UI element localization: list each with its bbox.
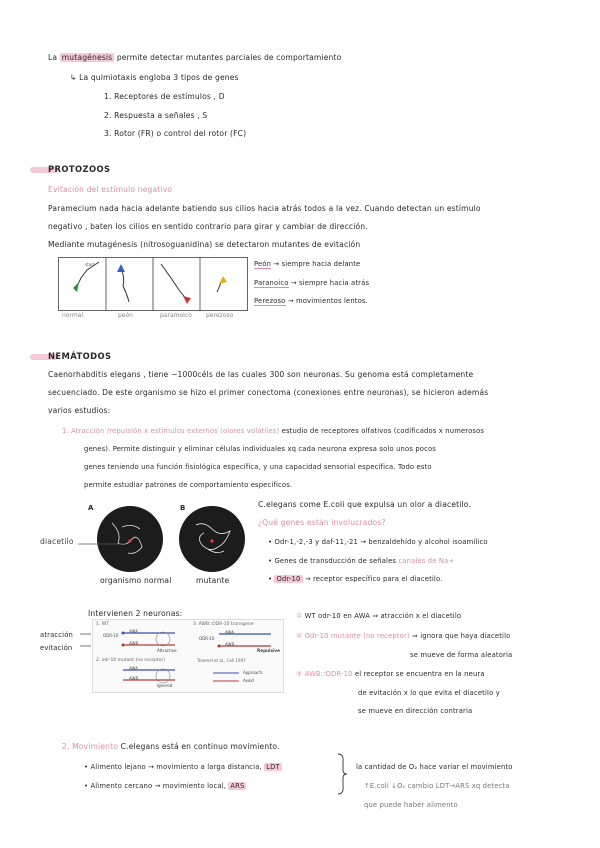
mutant-peon-desc: → siempre hacia delante	[273, 260, 361, 268]
observation-3	[296, 669, 485, 679]
diag-awb-odr10: 3. AWB::ODR-10 transgene	[193, 622, 254, 627]
observation-2-post: ⇒ ignora que haya diacetilo	[409, 632, 511, 640]
intro-item-3: 3. Rotor (FR) o control del rotor (FC)	[104, 129, 247, 138]
observation-3-pink: AWB::ODR-10	[304, 670, 353, 678]
petri-plates	[92, 503, 252, 575]
genes-bullet-1	[268, 537, 488, 547]
mutant-peon-name: Peón	[254, 260, 272, 268]
label-arrows	[80, 630, 92, 652]
mutant-peon	[254, 259, 360, 269]
protozoos-para-1: Paramecium nada hacia adelante batiendo sus cilios hacia atrás todos a la vez. Cuando detectan un estímulo	[48, 204, 481, 213]
study-2-number: 2.	[62, 742, 73, 751]
observation-3-number: ③	[296, 670, 303, 678]
genes-bullet-2	[268, 556, 454, 566]
paramecium-figure-svg	[59, 258, 247, 310]
mutant-perezoso-name: Perezoso	[254, 297, 286, 305]
diag-odr10-1: ODR-10	[103, 633, 119, 638]
nematodos-para-2: secuenciado. De este organismo se hizo el primer conectoma (conexiones entre neuronas), se hicieron además	[48, 388, 489, 397]
protozoos-heading: PROTOZOOS	[48, 164, 111, 174]
diag-odr10-mutant: 2. odr-10 mutant (no receptor)	[96, 658, 166, 663]
diag-ignored: Ignored	[157, 683, 173, 688]
elegans-line-1: C.elegans come E.coli que expulsa un olor a diacetilo.	[258, 500, 472, 509]
genes-bullet-3-highlight: Odr-10	[276, 575, 301, 583]
diag-avoid: Avoid	[243, 678, 254, 683]
neuron-diagram-svg	[93, 620, 283, 692]
study-1-line-3: genes teniendo una función fisiológica específica, y una capacidad sensorial específica. Todo esto	[84, 463, 432, 471]
observation-2	[296, 631, 510, 641]
mutant-paranoico-name: Paranoico	[254, 279, 289, 287]
study-1-line-1-post: estudio de receptores olfativos (codificados x numerosos	[279, 427, 485, 435]
protozoos-subtitle: Evitación del estímulo negativo	[48, 185, 173, 194]
figure-label-paranoico: paramoico	[160, 312, 192, 319]
mutant-perezoso-desc: → movimientos lentos.	[287, 297, 368, 305]
diag-repulsive: Repulsive	[257, 648, 280, 653]
figure-label-perezoso: perezoso	[206, 312, 234, 319]
diag-awa-1: AWA	[129, 629, 138, 634]
elegans-question: ¿Qué genes están involucrados?	[258, 518, 386, 527]
neuron-diagram	[92, 619, 284, 693]
observation-3-line-3: se mueve en dirección contraria	[358, 707, 473, 715]
observation-1-number: ①	[296, 612, 303, 620]
study-1-number: 1.	[62, 427, 72, 435]
intro-line-1	[48, 53, 341, 63]
study-1-line-1	[62, 426, 484, 436]
diag-wt: 1. WT	[96, 622, 109, 627]
diag-attractive: Attractive	[157, 648, 177, 653]
mutant-perezoso	[254, 296, 368, 306]
mutant-paranoico-desc: → siempre hacia atrás	[290, 279, 370, 287]
intro-highlight-mutagenesis: mutagénesis	[61, 53, 113, 62]
diag-awa-3: AWA	[225, 630, 234, 635]
observation-2-pink: Odr-10 mutante (no receptor)	[304, 632, 410, 640]
genes-bullet-3	[268, 574, 442, 584]
diacetilo-label: diacetilo	[40, 537, 74, 546]
genes-bullet-1-pre: • Odr-1,-2,-3 y daf-11,-21	[268, 538, 358, 546]
movement-right-2: ↑E.coli ↓O₂ cambio LDT→ARS xq detecta	[364, 782, 510, 790]
nematodos-heading: NEMÁTODOS	[48, 351, 112, 361]
movement-brace	[336, 752, 348, 796]
diag-troemel: Troemel et al., Cell 1997	[197, 658, 246, 663]
movement-bullet-1-highlight: LDT	[266, 763, 280, 771]
observation-3-line-2: de evitación x lo que evita el diacetilo y	[358, 689, 500, 697]
svg-text:start: start	[85, 262, 95, 267]
diacetilo-arrow	[78, 541, 128, 547]
protozoos-para-2: negativo , baten los cilios en sentido contrario para girar y cambiar de dirección.	[48, 222, 368, 231]
study-2-post: C.elegans está en continuo movimiento.	[118, 742, 280, 751]
plate-label-a: A	[88, 504, 94, 512]
genes-bullet-3-post: → receptor específico para el diacetilo.	[302, 575, 443, 583]
study-2-title: Movimiento	[72, 742, 119, 751]
diag-odr10-3: ODR-10	[199, 636, 215, 641]
diag-awb-1: AWB	[129, 641, 139, 646]
organism-normal-label: organismo normal	[100, 576, 172, 585]
nematodos-para-3: varios estudios:	[48, 406, 111, 415]
genes-bullet-2-pink: canales de Na+	[398, 557, 455, 565]
observation-1	[296, 611, 461, 621]
observation-2-line-2: se mueve de forma aleatoria	[410, 651, 513, 659]
intro-line-1-pre: La	[48, 53, 60, 62]
mutant-plate-label: mutante	[196, 576, 230, 585]
movement-bullet-1	[84, 762, 282, 772]
plate-label-b: B	[180, 504, 186, 512]
study-2-line	[62, 742, 280, 752]
study-1-line-2: genes). Permite distinguir y eliminar células individuales xq cada neurona expresa solo unos pocos	[84, 445, 436, 453]
intro-item-1: 1. Receptores de estímulos , D	[104, 92, 225, 101]
attraction-label: atracción	[40, 631, 73, 639]
intro-line-1-post: permite detectar mutantes parciales de comportamiento	[114, 53, 342, 62]
diag-awb-2: AWB	[129, 676, 139, 681]
movement-bullet-2-pre: • Alimento cercano → movimiento local,	[84, 782, 229, 790]
movement-right-1: la cantidad de O₂ hace variar el movimiento	[356, 763, 513, 771]
diag-awa-2: AWA	[129, 666, 138, 671]
genes-bullet-1-post: → benzaldehído y alcohol isoamílico	[357, 538, 488, 546]
nematodos-para-1: Caenorhabditis elegans , tiene ~1000céls de las cuales 300 son neuronas. Su genoma está completamente	[48, 370, 474, 379]
paramecium-figure	[58, 257, 248, 311]
diag-approach: Approach	[243, 670, 263, 675]
observation-1-text: WT odr-10 en AWA ⇒ atracción x el diacetilo	[304, 612, 462, 620]
genes-bullet-3-pre: •	[268, 575, 275, 583]
intro-item-2: 2. Respuesta a señales , S	[104, 111, 208, 120]
observation-3-post: el receptor se encuentra en la neura	[352, 670, 485, 678]
figure-label-peon: peón	[118, 312, 133, 319]
avoid-label: evitación	[40, 644, 73, 652]
movement-bullet-2-highlight: ARS	[230, 782, 245, 790]
movement-right-3: que puede haber alimento	[364, 801, 458, 809]
neurons-title: Intervienen 2 neuronas:	[88, 609, 183, 618]
observation-2-number: ②	[296, 632, 303, 640]
study-1-line-4: permite estudiar patrones de comportamiento específicos.	[84, 481, 293, 489]
movement-bullet-1-pre: • Alimento lejano → movimiento a larga distancia,	[84, 763, 265, 771]
genes-bullet-2-pre: • Genes de transducción de señales	[268, 557, 399, 565]
study-1-title: Atracción /repulsión x estímulos externos (olores volátiles)	[71, 427, 280, 435]
movement-bullet-2	[84, 781, 246, 791]
intro-line-2: ↳ La quimiotaxis engloba 3 tipos de genes	[70, 73, 239, 82]
diag-awb-3: AWB	[225, 642, 235, 647]
mutant-paranoico	[254, 278, 369, 288]
figure-label-normal: normal	[62, 312, 84, 319]
protozoos-para-3: Mediante mutagénesis (nitrosoguanidina) se detectaron mutantes de evitación	[48, 240, 361, 249]
